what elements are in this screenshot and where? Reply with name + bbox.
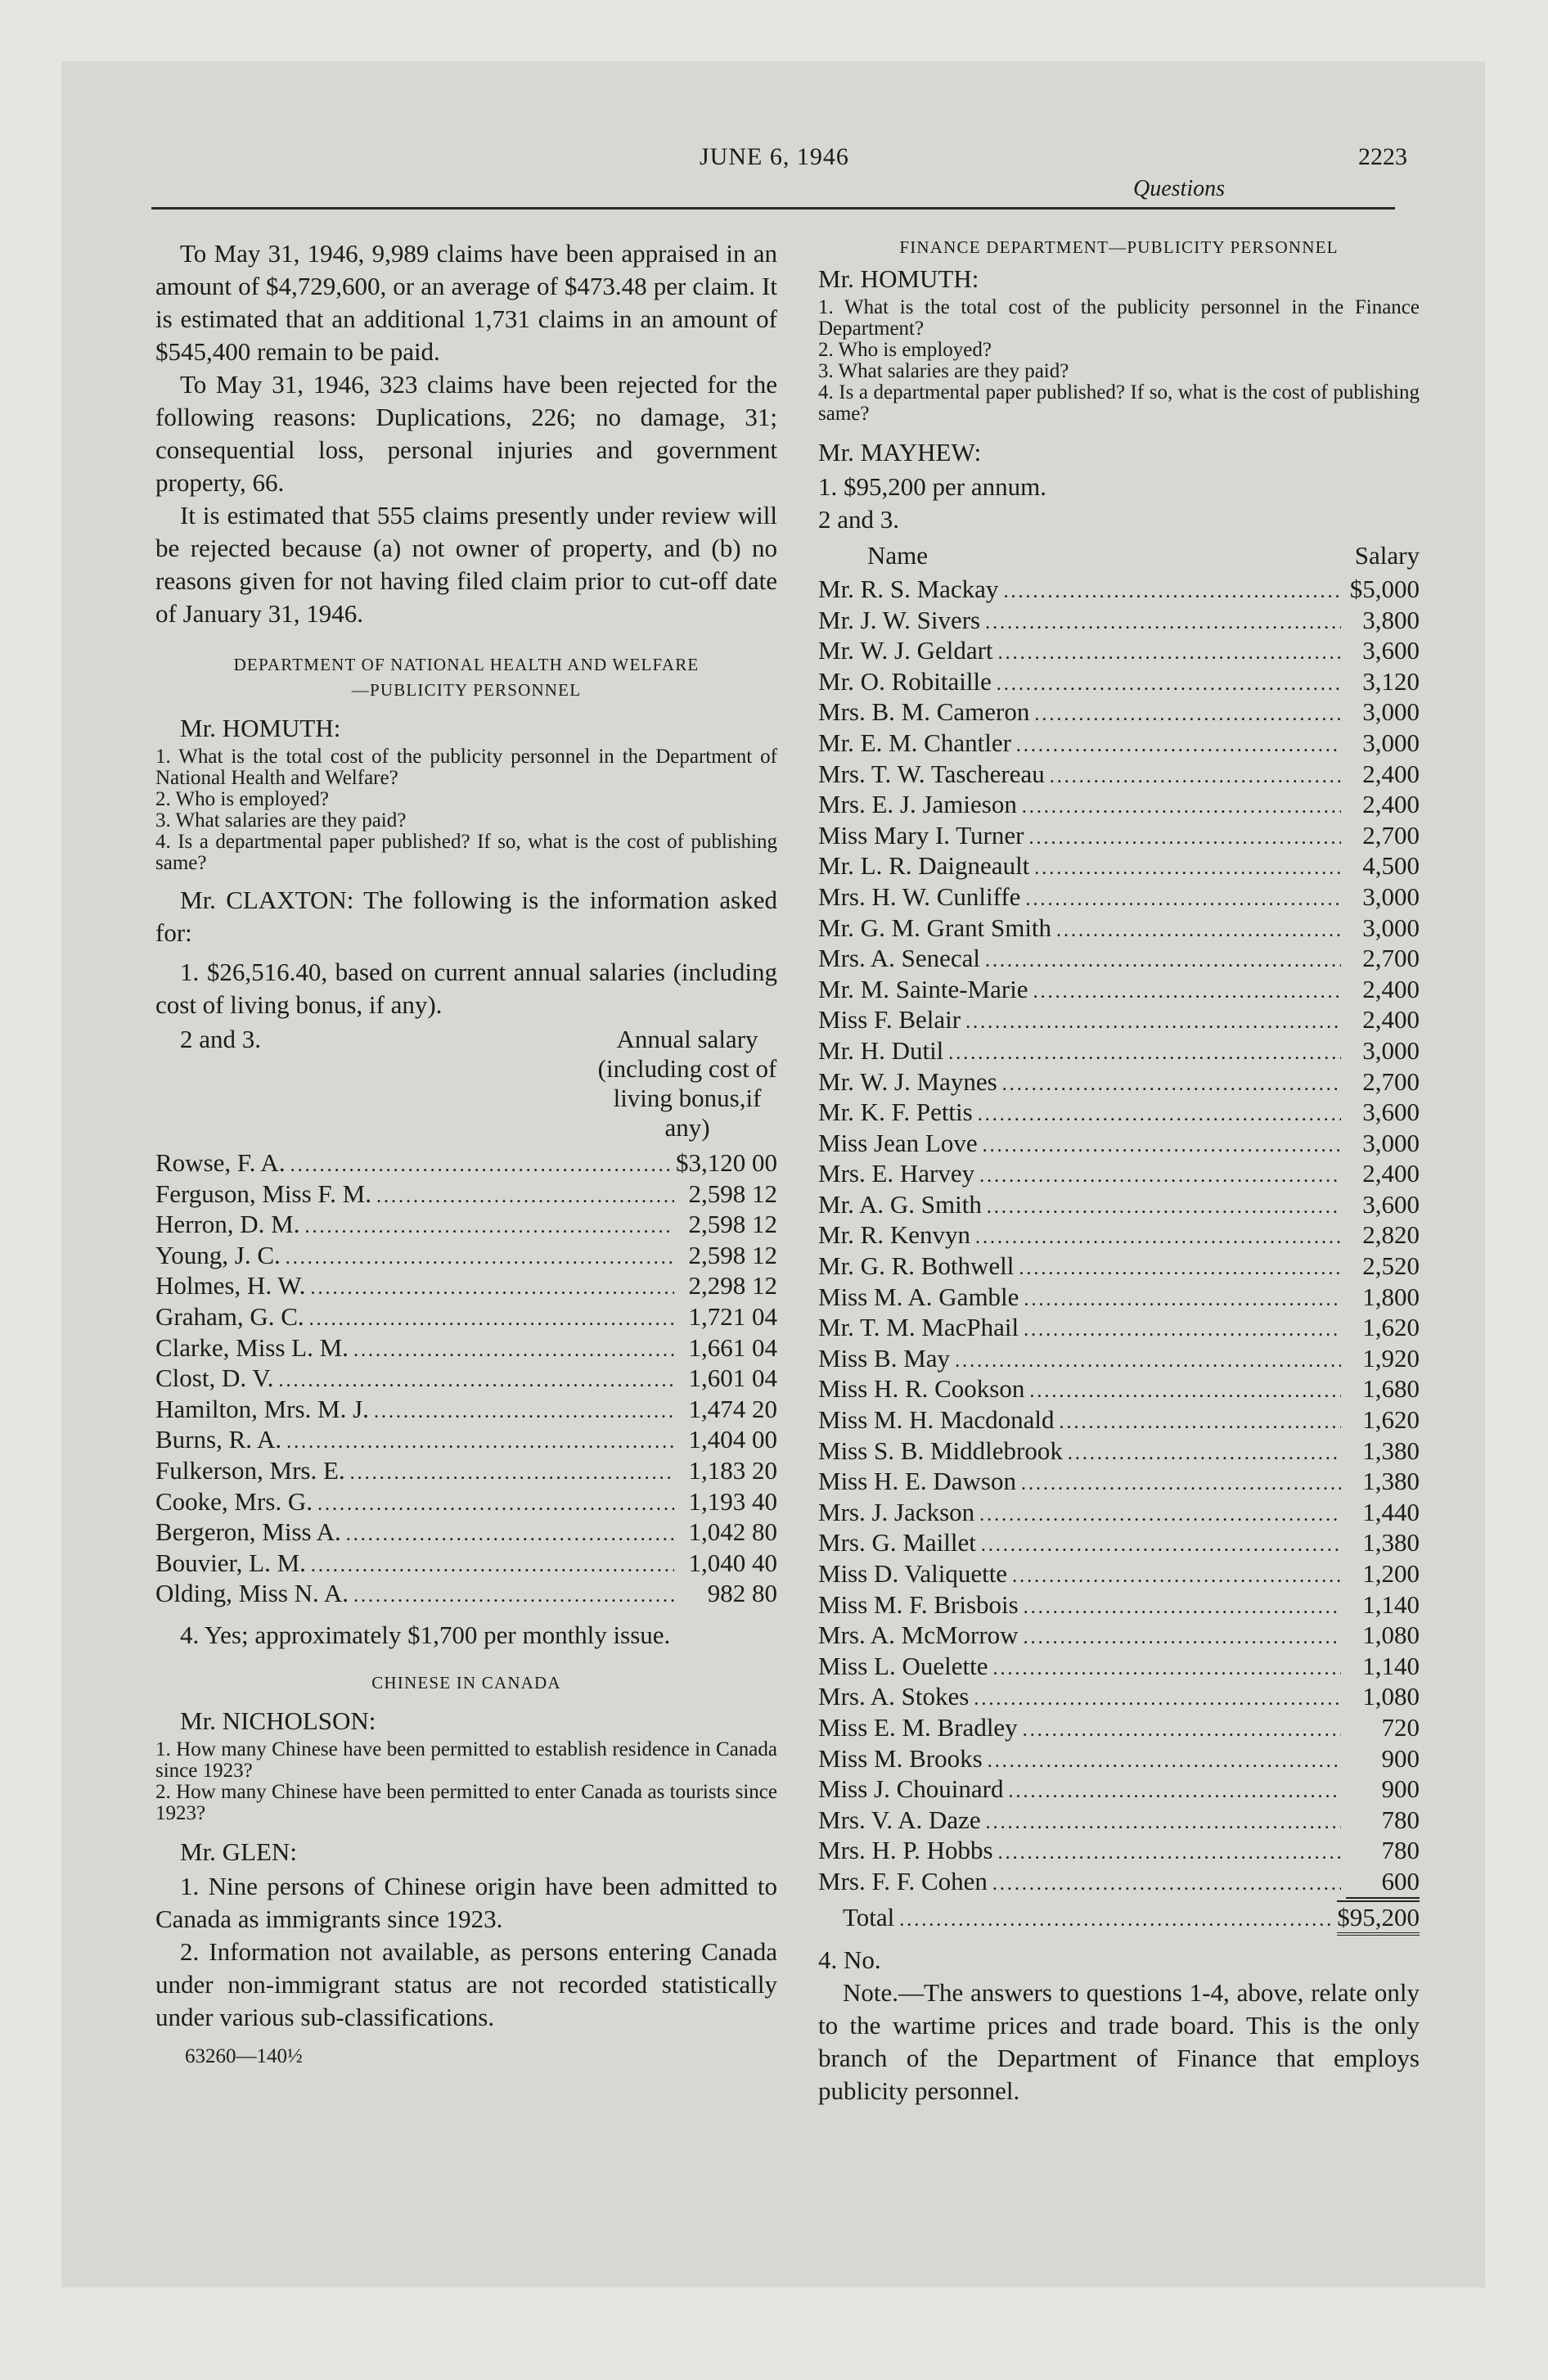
question: 3. What salaries are they paid? [155,809,407,832]
answer: 1. Nine persons of Chinese origin have been admitted to Canada as immigrants since 1923. [155,1871,777,1933]
salary-amount: 2,400 [1362,1159,1420,1188]
speaker-name: Mr. MAYHEW: [818,438,982,467]
question: 2. How many Chinese have been permitted to enter Canada as tourists since 1923? [155,1780,777,1824]
staff-name: Mrs. A. Senecal [818,944,981,973]
note: Note.—The answers to questions 1-4, above, relate only to the wartime prices and trade board. This is the only branch of the Department of Finance that employs publicity personnel. [818,1978,1420,2106]
leader-dots [1023,1715,1341,1747]
leader-dots [948,1039,1341,1070]
salary-amount: 1,404 00 [688,1425,777,1454]
salary-amount: 1,080 [1362,1620,1420,1650]
leader-dots [979,1500,1341,1531]
salary-amount: 3,600 [1362,1189,1420,1219]
staff-name: Mr. A. G. Smith [818,1189,982,1219]
table-row [818,1373,1420,1404]
table-row [155,1578,777,1609]
table-row [818,1312,1420,1343]
staff-name: Clarke, Miss L. M. [155,1332,349,1362]
leader-dots [305,1212,675,1243]
staff-name: Mrs. A. Stokes [818,1682,970,1711]
table-row [818,1343,1420,1374]
salary-amount: 1,721 04 [688,1301,777,1331]
staff-name: Mr. R. Kenvyn [818,1220,970,1250]
staff-name: Mr. R. S. Mackay [818,575,999,603]
table-row [818,820,1420,851]
leader-dots [993,1654,1342,1685]
leader-dots [1029,1377,1341,1408]
leader-dots [992,1869,1341,1900]
staff-name: Rowse, F. A. [155,1148,286,1177]
staff-name: Miss E. M. Bradley [818,1712,1018,1742]
leader-dots [278,1366,674,1397]
leader-dots [1002,1070,1341,1101]
staff-name: Mr. L. R. Daigneault [818,851,1030,881]
staff-name: Mr. M. Sainte-Marie [818,974,1028,1003]
salary-amount: 2,700 [1362,1066,1420,1096]
staff-name: Mr. G. M. Grant Smith [818,913,1052,942]
table-row [155,1517,777,1548]
salary-amount: 1,620 [1362,1405,1420,1435]
leader-dots [1021,1469,1341,1500]
salary-amount: 1,200 [1362,1559,1420,1588]
leader-dots [286,1427,674,1458]
salary-amount: 1,800 [1362,1282,1420,1311]
table-row [818,1620,1420,1651]
staff-name: Mr. E. M. Chantler [818,728,1011,757]
table-row [818,666,1420,697]
table-row [818,913,1420,944]
table-row [818,1066,1420,1098]
leader-dots [986,1808,1341,1839]
table-row [818,1219,1420,1251]
salary-amount: 2,700 [1362,820,1420,850]
staff-name: Mrs. E. J. Jamieson [818,790,1017,819]
column-header-salary: Salary [1354,541,1420,570]
salary-amount: 1,140 [1362,1589,1420,1619]
answer-label: 2 and 3. [180,1025,262,1053]
salary-amount: 1,601 04 [688,1364,777,1393]
table-row [818,1497,1420,1528]
table-row [818,1866,1420,1897]
answer: 4. No. [818,1945,881,1975]
salary-amount: 780 [1381,1805,1420,1834]
question: 1. How many Chinese have been permitted to establish residence in Canada since 1923? [155,1738,777,1782]
question: 2. Who is employed? [155,788,329,810]
staff-name: Miss H. R. Cookson [818,1374,1025,1404]
table-row [818,1774,1420,1805]
total-label: Total [843,1902,895,1931]
staff-name: Miss L. Ouelette [818,1651,988,1680]
leader-dots [1012,1562,1341,1593]
staff-name: Hamilton, Mrs. M. J. [155,1394,369,1423]
salary-table [155,1147,777,1609]
salary-amount: 600 [1346,1866,1420,1899]
staff-name: Mrs. H. W. Cunliffe [818,881,1021,911]
table-row [818,1681,1420,1712]
leader-dots [998,638,1341,669]
leader-dots [975,1223,1341,1254]
leader-dots [1034,854,1341,885]
leader-dots [311,1551,674,1582]
salary-amount: 3,000 [1362,1035,1420,1065]
section-heading: CHINESE IN CANADA [371,1672,561,1693]
table-row [155,1332,777,1364]
salary-table [818,574,1420,1897]
paragraph: To May 31, 1946, 323 claims have been rejected for the following reasons: Duplications, 226; no damage, 31; consequential loss, personal injuries and government property, 66. [155,370,777,497]
salary-amount: 1,042 80 [688,1517,777,1547]
paragraph: It is estimated that 555 claims presently under review will be rejected because (a) not owner of property, and (b) no reasons given for not having filed claim prior to cut-off date of January 31, 1946. [155,501,777,628]
salary-amount: 3,000 [1362,913,1420,942]
salary-amount: 900 [1381,1774,1420,1804]
salary-amount: 3,000 [1362,697,1420,727]
total-row [818,1900,1420,1931]
speaker-name: Mr. NICHOLSON: [180,1706,376,1735]
question: 1. What is the total cost of the publicity personnel in the Finance Department? [818,296,1420,340]
answer: 2. Information not available, as persons entering Canada under non-immigrant status are not recorded statistically under various sub-classifications. [155,1936,777,2031]
staff-name: Ferguson, Miss F. M. [155,1179,371,1208]
section-heading-line: —PUBLICITY PERSONNEL [351,680,582,700]
question: 1. What is the total cost of the publicity personnel in the Department of National Health and Welfare? [155,746,777,789]
paragraph: To May 31, 1946, 9,989 claims have been appraised in an amount of $4,729,600, or an average of $473.48 per claim. It is estimated that an additional 1,731 claims in an amount of $545,400 remain to be paid. [155,239,777,366]
table-row [818,1189,1420,1220]
table-row [818,974,1420,1005]
staff-name: Mrs. V. A. Daze [818,1805,981,1834]
table-row [818,1805,1420,1836]
running-header [135,143,1407,201]
staff-name: Miss J. Chouinard [818,1774,1004,1804]
section-heading [155,655,777,701]
staff-name: Herron, D. M. [155,1210,300,1239]
question: 4. Is a departmental paper published? If so, what is the cost of publishing same? [155,831,777,874]
table-row [155,1240,777,1271]
table-row [818,1251,1420,1282]
leader-dots [1003,577,1341,608]
table-row [155,1301,777,1332]
salary-amount: $5,000 [1349,575,1420,603]
salary-amount: 1,620 [1362,1313,1420,1342]
salary-amount: 2,520 [1362,1251,1420,1281]
table-row [155,1270,777,1301]
staff-name: Graham, G. C. [155,1301,304,1331]
leader-dots [1024,1593,1341,1624]
staff-name: Fulkerson, Mrs. E. [155,1455,345,1485]
staff-name: Mr. G. R. Bothwell [818,1251,1015,1281]
staff-name: Mr. J. W. Sivers [818,605,981,634]
leader-dots [1059,1408,1341,1439]
left-column [155,237,777,2068]
salary-amount: 720 [1381,1712,1420,1742]
leader-dots [374,1397,674,1428]
leader-dots [353,1581,674,1612]
header-rule [151,207,1395,210]
leader-dots [1024,1623,1341,1654]
answer-label: 2 and 3. [818,505,900,534]
salary-amount: 2,400 [1362,974,1420,1003]
speaker-name: Mr. HOMUTH: [818,264,979,293]
staff-name: Miss S. B. Middlebrook [818,1436,1063,1465]
leader-dots [985,946,1341,977]
salary-amount: 982 80 [707,1579,777,1608]
leader-dots [899,1905,1332,1936]
table-row [155,1424,777,1455]
salary-amount: 1,193 40 [688,1486,777,1516]
table-row [818,635,1420,666]
leader-dots [1050,762,1341,793]
salary-amount: 2,598 12 [688,1179,777,1208]
salary-amount: 1,380 [1362,1436,1420,1465]
table-row [818,1558,1420,1589]
salary-amount: 780 [1381,1836,1420,1865]
leader-dots [979,1161,1341,1192]
leader-dots [376,1182,674,1213]
table-row [818,1589,1420,1620]
leader-dots [290,1151,671,1182]
staff-name: Miss M. F. Brisbois [818,1589,1019,1619]
salary-amount: 1,661 04 [688,1332,777,1362]
section-heading: FINANCE DEPARTMENT—PUBLICITY PERSONNEL [899,237,1339,257]
staff-name: Miss Mary I. Turner [818,820,1024,850]
staff-name: Mrs. E. Harvey [818,1159,975,1188]
salary-amount: 4,500 [1362,851,1420,881]
leader-dots [286,1243,674,1274]
salary-amount: 2,598 12 [688,1240,777,1269]
staff-name: Bouvier, L. M. [155,1548,306,1577]
staff-name: Mrs. F. F. Cohen [818,1866,988,1895]
table-row [818,574,1420,605]
leader-dots [988,1747,1341,1778]
leader-dots [1068,1439,1341,1470]
answer: 1. $26,516.40, based on current annual salaries (including cost of living bonus, if any). [155,958,777,1019]
leader-dots [1019,1254,1341,1285]
answer: 4. Yes; approximately $1,700 per monthly issue. [180,1620,671,1649]
table-row [818,881,1420,913]
table-row [155,1548,777,1579]
print-code: 63260—140½ [185,2044,303,2067]
staff-name: Bergeron, Miss A. [155,1517,341,1547]
table-row [155,1179,777,1210]
leader-dots [1034,700,1341,731]
leader-dots [983,1131,1341,1162]
leader-dots [1024,1285,1341,1316]
salary-amount: 2,820 [1362,1220,1420,1250]
staff-name: Miss M. H. Macdonald [818,1405,1055,1435]
question: 4. Is a departmental paper published? If so, what is the cost of publishing same? [818,381,1420,425]
table-row [818,850,1420,881]
leader-dots [346,1520,674,1551]
leader-dots [987,1192,1341,1224]
salary-amount: $3,120 00 [676,1148,777,1177]
table-row [818,1651,1420,1682]
table-row [818,1466,1420,1497]
table-row [155,1486,777,1517]
staff-name: Mr. W. J. Geldart [818,636,993,665]
staff-name: Miss H. E. Dawson [818,1467,1016,1496]
question: 2. Who is employed? [818,339,992,361]
leader-dots [965,1007,1341,1039]
staff-name: Miss B. May [818,1343,951,1373]
leader-dots [310,1273,674,1305]
salary-amount: 900 [1381,1743,1420,1773]
staff-name: Holmes, H. W. [155,1271,306,1300]
staff-name: Miss M. Brooks [818,1743,983,1773]
leader-dots [955,1346,1341,1377]
salary-amount: 3,600 [1362,1098,1420,1127]
leader-dots [997,669,1341,701]
table-row [155,1455,777,1486]
staff-name: Miss D. Valiquette [818,1559,1008,1588]
salary-amount: 3,000 [1362,881,1420,911]
table-row [818,1282,1420,1313]
leader-dots [1016,731,1341,762]
staff-name: Olding, Miss N. A. [155,1579,349,1608]
page-number: 2223 [1358,143,1407,170]
salary-table-header [818,541,1420,574]
table-row [818,1035,1420,1066]
table-row [818,696,1420,728]
header-date: JUNE 6, 1946 [700,143,849,170]
table-row [818,1743,1420,1774]
staff-name: Young, J. C. [155,1240,281,1269]
leader-dots [998,1838,1341,1869]
leader-dots [1022,792,1341,823]
salary-amount: 1,040 40 [688,1548,777,1577]
salary-amount: 3,000 [1362,1128,1420,1157]
salary-amount: 1,474 20 [688,1394,777,1423]
leader-dots [1025,885,1341,916]
staff-name: Burns, R. A. [155,1425,282,1454]
leader-dots [353,1336,674,1367]
leader-dots [1033,977,1341,1008]
column-header-name: Name [867,541,929,570]
staff-name: Mrs. T. W. Taschereau [818,759,1045,788]
table-row [818,759,1420,790]
staff-name: Mrs. B. M. Cameron [818,697,1030,727]
staff-name: Mr. H. Dutil [818,1035,944,1065]
answer: Mr. CLAXTON: The following is the information asked for: [155,886,777,947]
table-row [155,1147,777,1179]
salary-amount: 1,140 [1362,1651,1420,1680]
table-row [155,1394,777,1425]
staff-name: Miss F. Belair [818,1005,961,1034]
leader-dots [1009,1777,1342,1808]
total-amount: $95,200 [1337,1900,1420,1936]
salary-amount: 2,400 [1362,1005,1420,1034]
staff-name: Mr. W. J. Maynes [818,1066,997,1096]
header-section: Questions [1133,176,1225,201]
salary-amount: 3,600 [1362,636,1420,665]
staff-name: Miss Jean Love [818,1128,978,1157]
table-row [818,1712,1420,1743]
staff-name: Mrs. H. P. Hobbs [818,1836,993,1865]
leader-dots [317,1490,674,1521]
staff-name: Mrs. J. Jackson [818,1497,975,1526]
table-row [818,728,1420,759]
staff-name: Mr. K. F. Pettis [818,1098,973,1127]
salary-amount: 3,120 [1362,666,1420,696]
table-row [818,1835,1420,1866]
leader-dots [978,1100,1341,1131]
speaker-name: Mr. HOMUTH: [180,714,341,742]
leader-dots [309,1305,674,1336]
section-heading-line: DEPARTMENT OF NATIONAL HEALTH AND WELFARE [233,655,700,674]
right-column [818,237,1420,2107]
salary-amount: 2,700 [1362,944,1420,973]
staff-name: Mr. T. M. MacPhail [818,1313,1019,1342]
table-row [818,789,1420,820]
table-row [818,1097,1420,1128]
table-row [818,605,1420,636]
table-row [818,1004,1420,1035]
leader-dots [985,608,1341,639]
answer: 1. $95,200 per annum. [818,472,1046,501]
table-row [818,943,1420,974]
staff-name: Clost, D. V. [155,1364,274,1393]
staff-name: Mrs. G. Maillet [818,1528,976,1557]
table-row [155,1209,777,1240]
salary-amount: 1,920 [1362,1343,1420,1373]
staff-name: Miss M. A. Gamble [818,1282,1019,1311]
leader-dots [1024,1315,1341,1346]
salary-amount: 2,598 12 [688,1210,777,1239]
column-header: Annual salary (including cost of living bonus,if any) [597,1025,777,1142]
table-row [155,1363,777,1394]
salary-amount: 3,000 [1362,728,1420,757]
page [61,61,1485,2288]
speaker-name: Mr. GLEN: [180,1837,297,1866]
staff-name: Cooke, Mrs. G. [155,1486,313,1516]
salary-amount: 1,380 [1362,1528,1420,1557]
salary-amount: 1,080 [1362,1682,1420,1711]
question: 3. What salaries are they paid? [818,360,1069,382]
salary-amount: 1,440 [1362,1497,1420,1526]
salary-amount: 1,183 20 [688,1455,777,1485]
leader-dots [974,1684,1341,1715]
salary-table-header [155,1025,777,1147]
salary-amount: 2,400 [1362,759,1420,788]
table-row [818,1128,1420,1159]
salary-amount: 2,400 [1362,790,1420,819]
leader-dots [350,1458,674,1490]
salary-amount: 1,380 [1362,1467,1420,1496]
salary-amount: 1,680 [1362,1374,1420,1404]
table-row [818,1158,1420,1189]
table-row [818,1527,1420,1558]
salary-amount: 3,800 [1362,605,1420,634]
staff-name: Mr. O. Robitaille [818,666,992,696]
staff-name: Mrs. A. McMorrow [818,1620,1019,1650]
leader-dots [1028,823,1341,854]
salary-amount: 2,298 12 [688,1271,777,1300]
leader-dots [1056,916,1341,947]
table-row [818,1404,1420,1436]
leader-dots [981,1530,1341,1562]
table-row [818,1436,1420,1467]
